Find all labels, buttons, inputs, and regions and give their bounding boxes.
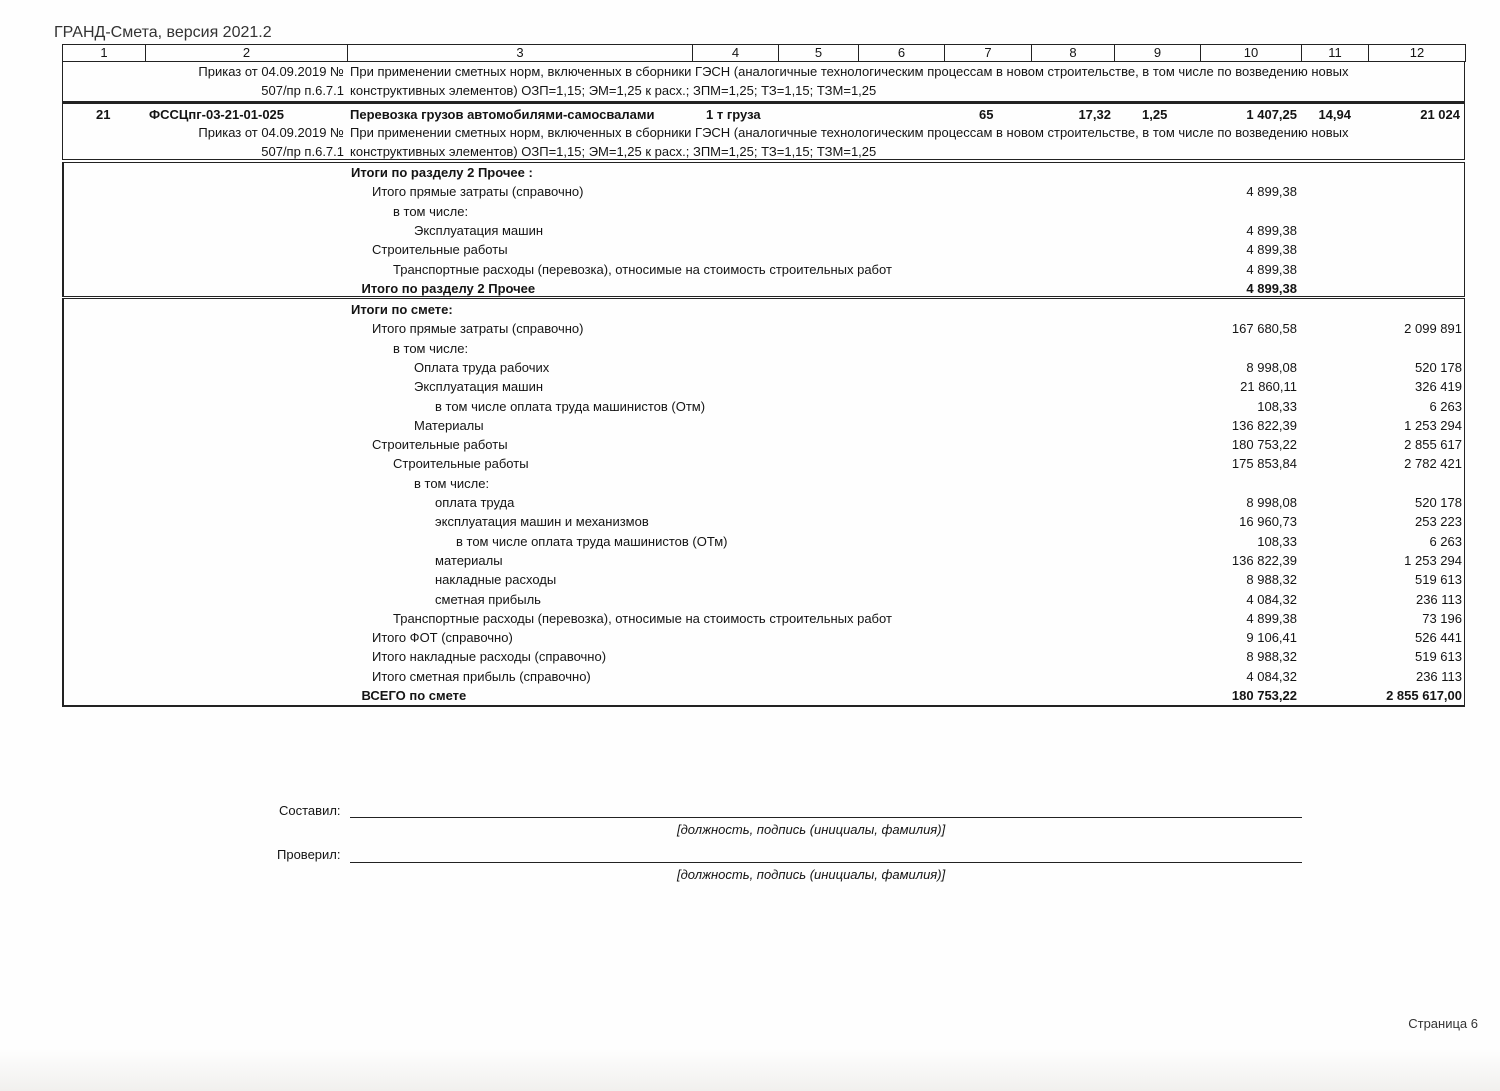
totals-value-col10: 167 680,58 (1231, 321, 1297, 337)
totals-label: Итого прямые затраты (справочно) (372, 321, 584, 337)
totals-value-col10: 180 753,22 (1231, 688, 1297, 703)
totals-value-col10: 8 988,32 (1246, 572, 1297, 588)
totals-label: ВСЕГО по смете (361, 688, 467, 703)
column-number: 12 (1369, 45, 1466, 62)
totals-label: Итого по разделу 2 Прочее (361, 280, 536, 296)
totals-label: Эксплуатация машин (414, 222, 544, 238)
totals-value-col12: 519 613 (1415, 572, 1462, 588)
totals-label: Итоги по разделу 2 Прочее : (351, 165, 533, 180)
totals-label: Итого ФОТ (справочно) (372, 630, 513, 646)
totals-value-col12: 526 441 (1415, 630, 1462, 646)
page-number: Страница 6 (1408, 1016, 1478, 1031)
totals-value-col12: 236 113 (1415, 591, 1462, 607)
totals-label: в том числе: (393, 340, 469, 356)
app-version-title: ГРАНД-Смета, версия 2021.2 (54, 24, 272, 41)
composed-by-label: Составил: (279, 803, 341, 818)
totals-label: Строительные работы (393, 456, 529, 472)
totals-value-col12: 520 178 (1415, 359, 1462, 375)
totals-value-col10: 8 988,32 (1246, 649, 1297, 665)
totals-value-col10: 8 998,08 (1246, 359, 1297, 375)
totals-label: эксплуатация машин и механизмов (435, 514, 649, 530)
item-col7: 65 (979, 107, 994, 122)
totals-value-col10: 4 899,38 (1246, 610, 1297, 626)
totals-label: Итоги по смете: (351, 302, 453, 317)
totals-label: сметная прибыль (435, 591, 541, 607)
totals-value-col10: 4 084,32 (1246, 668, 1297, 684)
item-code: ФССЦпг-03-21-01-025 (149, 107, 285, 122)
signature-caption: [должность, подпись (инициалы, фамилия)] (677, 822, 946, 837)
totals-label: Строительные работы (372, 242, 508, 258)
totals-label: накладные расходы (435, 572, 557, 588)
item-col8: 17,32 (1078, 107, 1111, 122)
item-number: 21 (96, 107, 111, 122)
totals-value-col10: 4 899,38 (1246, 261, 1297, 277)
column-number: 6 (859, 45, 945, 62)
column-number: 10 (1201, 45, 1302, 62)
scan-edge (0, 1048, 1500, 1091)
checked-by-signature-line (350, 862, 1302, 863)
totals-value-col10: 16 960,73 (1239, 514, 1297, 530)
note-text: При применении сметных норм, включенных в сборники ГЭСН (аналогичные технологическим процессам в новом строительстве, в том числе по возведению новых (350, 125, 1349, 140)
totals-value-col12: 1 253 294 (1404, 552, 1462, 568)
item-col9: 1,25 (1142, 107, 1168, 122)
note-ref: 507/пр п.6.7.1 (261, 83, 344, 98)
column-number: 5 (779, 45, 859, 62)
column-number: 11 (1302, 45, 1369, 62)
checked-by-label: Проверил: (277, 847, 341, 862)
totals-value-col12: 253 223 (1415, 514, 1462, 530)
totals-value-col12: 236 113 (1415, 668, 1462, 684)
totals-label: Транспортные расходы (перевозка), относимые на стоимость строительных работ (393, 610, 892, 626)
estimate-totals (62, 298, 1465, 707)
totals-label: Эксплуатация машин (414, 379, 544, 395)
item-col11: 14,94 (1318, 107, 1351, 122)
totals-value-col12: 1 253 294 (1404, 417, 1462, 433)
column-number: 4 (693, 45, 779, 62)
note-text: При применении сметных норм, включенных в сборники ГЭСН (аналогичные технологическим процессам в новом строительстве, в том числе по возведению новых (350, 64, 1349, 79)
totals-label: материалы (435, 552, 503, 568)
totals-value-col12: 2 855 617,00 (1386, 688, 1462, 703)
totals-value-col10: 4 899,38 (1246, 222, 1297, 238)
item-row-21 (62, 102, 1465, 160)
totals-value-col12: 2 099 891 (1404, 321, 1462, 337)
totals-value-col12: 6 263 (1429, 398, 1462, 414)
item-name: Перевозка грузов автомобилями-самосвалами (350, 107, 655, 122)
totals-label: Строительные работы (372, 437, 508, 453)
column-number-header (62, 44, 1466, 62)
note-ref: Приказ от 04.09.2019 № (198, 125, 344, 140)
column-number: 7 (945, 45, 1032, 62)
totals-value-col10: 8 998,08 (1246, 495, 1297, 510)
totals-value-col12: 6 263 (1429, 533, 1462, 549)
composed-by-signature-line (350, 817, 1302, 818)
note-text: конструктивных элементов) ОЗП=1,15; ЭМ=1,25 к расх.; ЗПМ=1,25; ТЗ=1,15; ТЗМ=1,25 (350, 83, 877, 98)
totals-value-col10: 175 853,84 (1231, 456, 1297, 472)
totals-label: Материалы (414, 417, 484, 433)
totals-value-col12: 519 613 (1415, 649, 1462, 665)
totals-value-col10: 108,33 (1257, 398, 1297, 414)
note-ref: Приказ от 04.09.2019 № (198, 64, 344, 79)
totals-value-col10: 4 899,38 (1246, 242, 1297, 258)
totals-value-col12: 2 855 617 (1404, 437, 1462, 453)
totals-label: Итого накладные расходы (справочно) (372, 649, 607, 665)
totals-label: в том числе: (414, 475, 490, 491)
signature-caption: [должность, подпись (инициалы, фамилия)] (677, 867, 946, 882)
totals-value-col10: 4 084,32 (1246, 591, 1297, 607)
column-number: 1 (63, 45, 146, 62)
totals-label: в том числе: (393, 203, 469, 219)
totals-value-col10: 108,33 (1257, 533, 1297, 549)
totals-value-col12: 520 178 (1415, 495, 1462, 510)
totals-value-col10: 4 899,38 (1246, 280, 1297, 296)
totals-label: в том числе оплата труда машинистов (ОТм) (456, 533, 728, 549)
column-number: 8 (1032, 45, 1115, 62)
item-col10: 1 407,25 (1246, 107, 1297, 122)
column-number: 3 (348, 45, 693, 62)
totals-value-col12: 73 196 (1422, 610, 1462, 626)
note-text: конструктивных элементов) ОЗП=1,15; ЭМ=1,25 к расх.; ЗПМ=1,25; ТЗ=1,15; ТЗМ=1,25 (350, 144, 877, 159)
totals-value-col10: 21 860,11 (1240, 379, 1297, 395)
item-col12: 21 024 (1420, 107, 1460, 122)
column-number: 2 (146, 45, 348, 62)
totals-value-col10: 4 899,38 (1246, 184, 1297, 200)
column-number: 9 (1115, 45, 1201, 62)
totals-value-col10: 136 822,39 (1231, 417, 1297, 433)
totals-label: Транспортные расходы (перевозка), относимые на стоимость строительных работ (393, 261, 892, 277)
totals-value-col12: 2 782 421 (1404, 456, 1462, 472)
totals-label: оплата труда (435, 495, 515, 510)
totals-label: Оплата труда рабочих (414, 359, 550, 375)
totals-label: Итого прямые затраты (справочно) (372, 184, 584, 200)
note-ref: 507/пр п.6.7.1 (261, 144, 344, 159)
totals-label: в том числе оплата труда машинистов (Отм) (435, 398, 706, 414)
section-2-totals (62, 162, 1465, 297)
totals-value-col10: 180 753,22 (1231, 437, 1297, 453)
totals-value-col10: 9 106,41 (1246, 630, 1297, 646)
note-row-1 (62, 62, 1465, 102)
item-unit: 1 т груза (706, 107, 761, 122)
totals-value-col10: 136 822,39 (1231, 552, 1297, 568)
totals-label: Итого сметная прибыль (справочно) (372, 668, 591, 684)
totals-value-col12: 326 419 (1415, 379, 1462, 395)
